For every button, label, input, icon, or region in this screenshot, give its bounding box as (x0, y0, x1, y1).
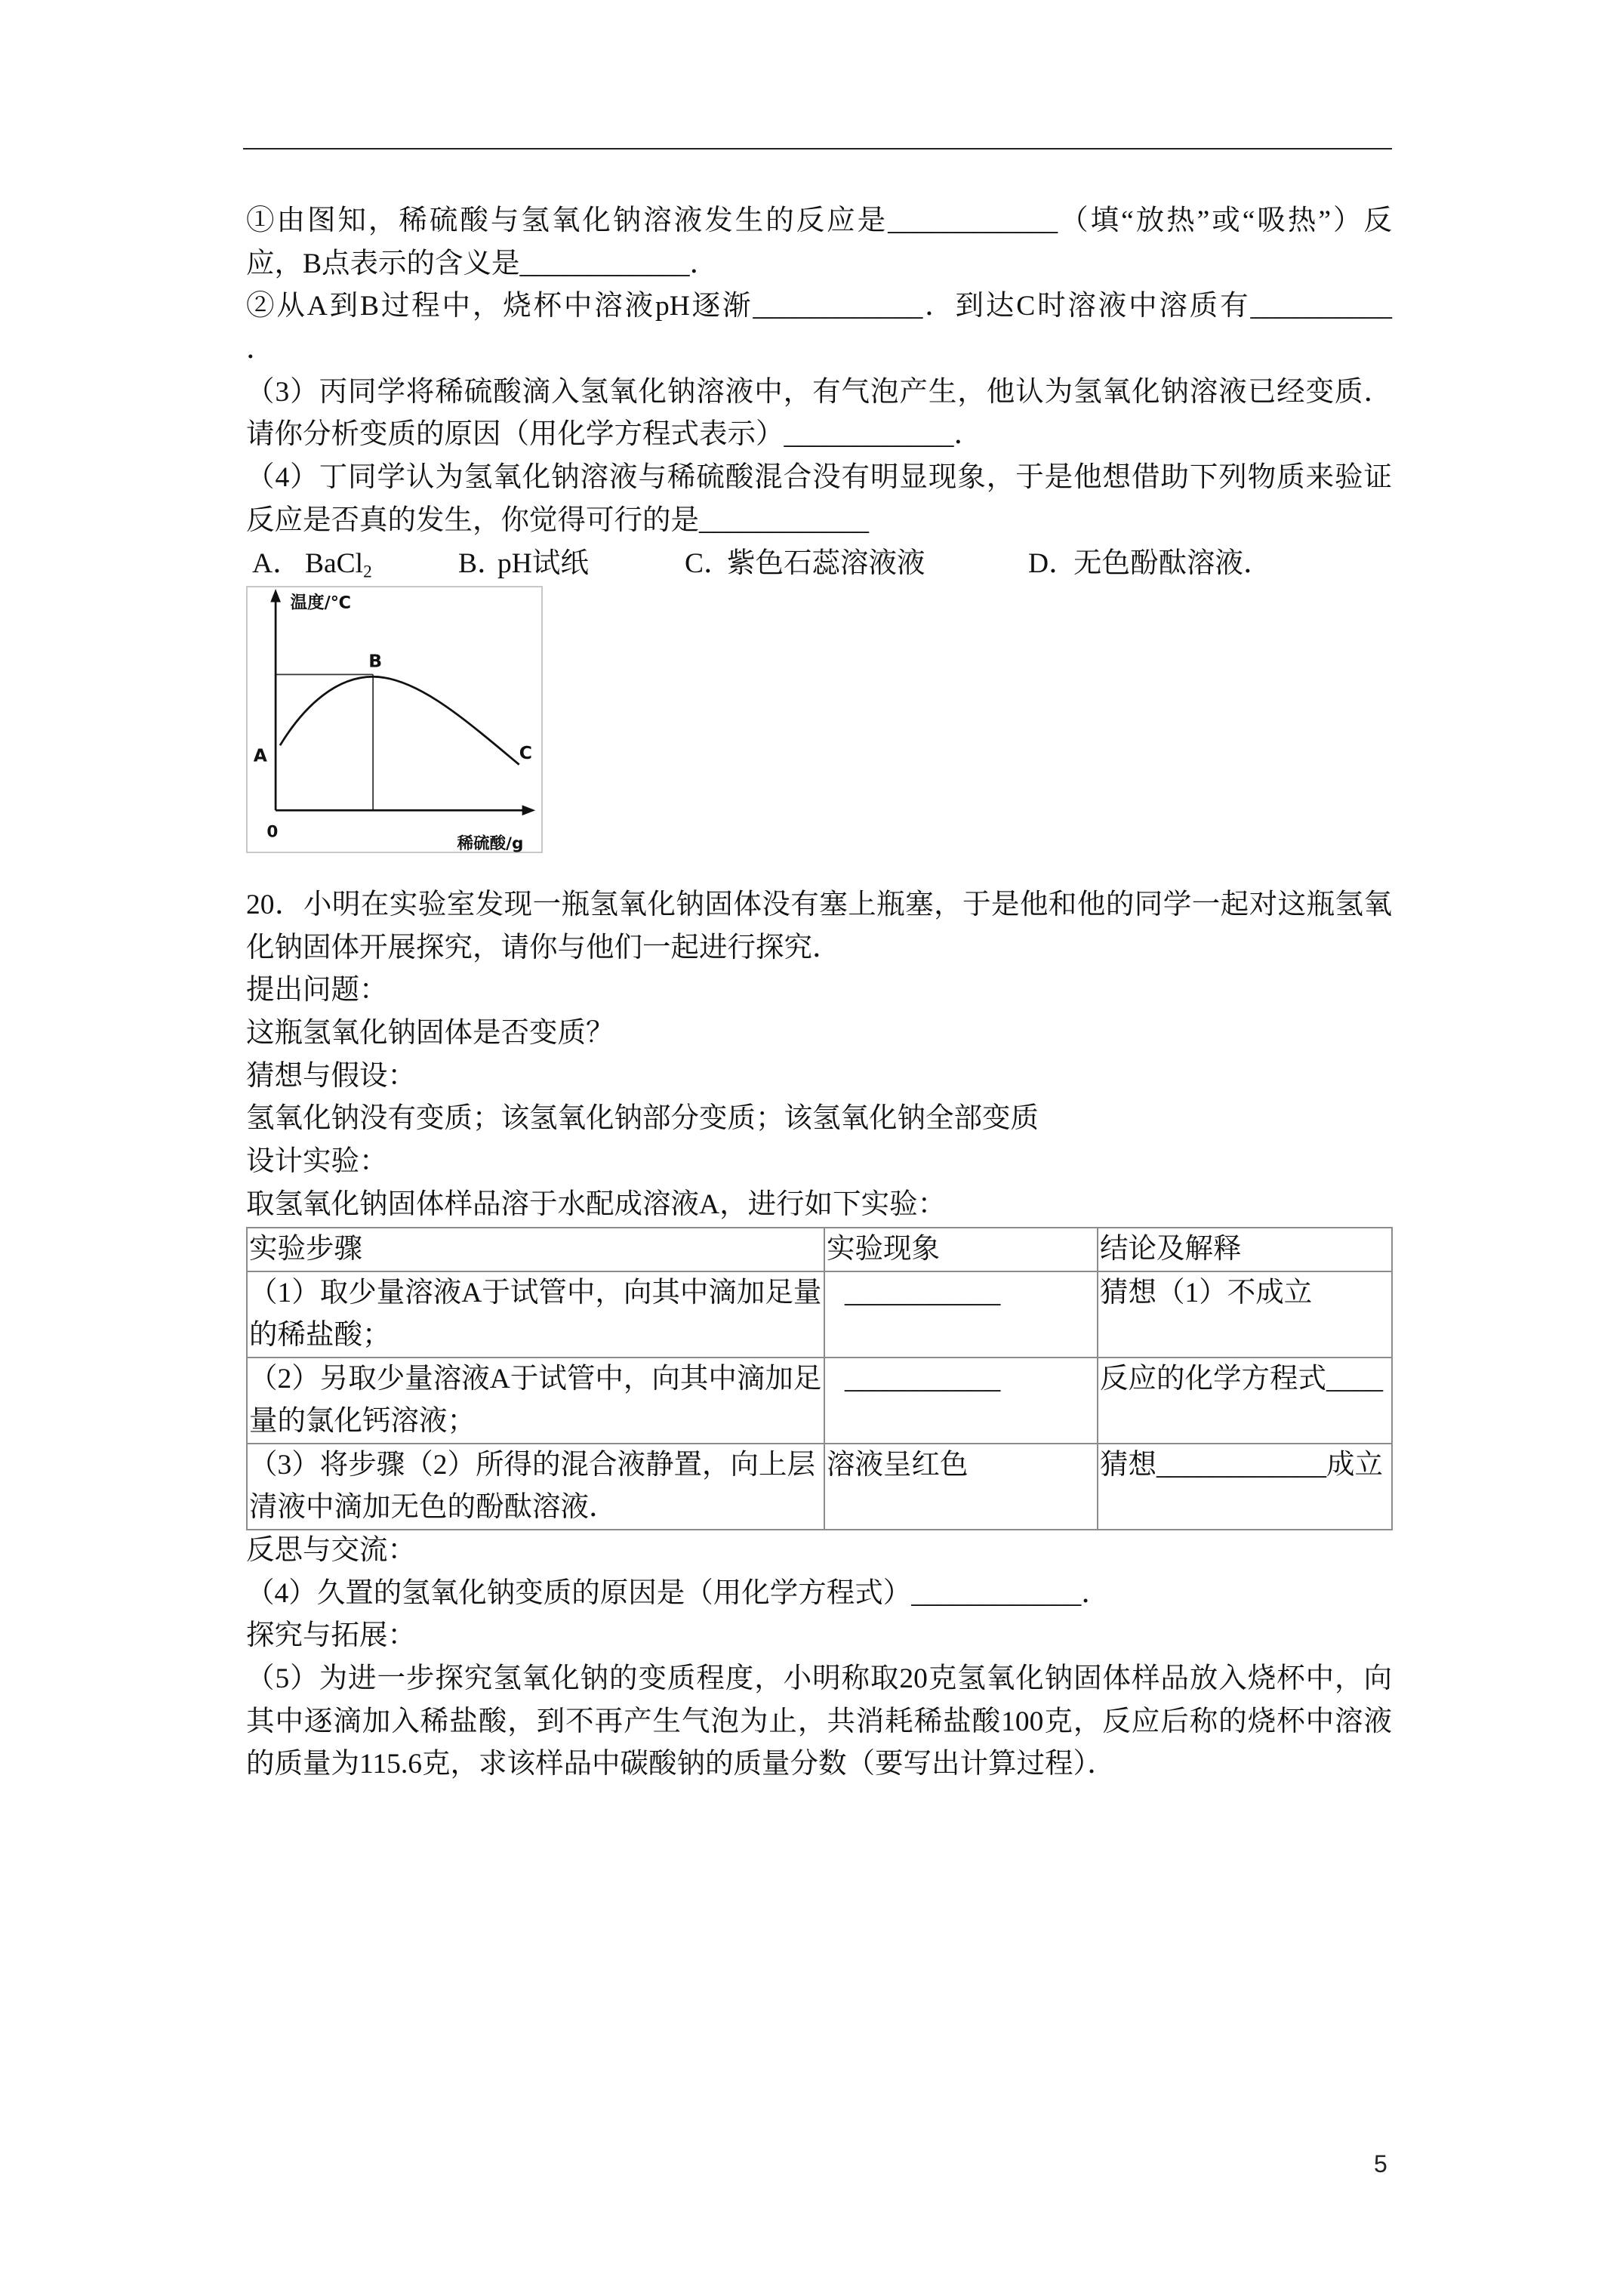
option-letter: B． (458, 547, 506, 579)
option-d (1028, 543, 1272, 586)
question-line: （4）久置的氢氧化钠变质的原因是（用化学方程式）____________． (246, 1577, 1110, 1609)
y-axis-label: 温度/℃ (290, 593, 352, 613)
section-heading: 提出问题： (246, 975, 388, 1006)
step-line: （3）将步骤（2）所得的混合液静置，向上层 (249, 1450, 815, 1481)
step-line: 的稀盐酸； (249, 1320, 391, 1351)
table-row (247, 1358, 1392, 1444)
question-line: （4）丁同学认为氢氧化钠溶液与稀硫酸混合没有明显现象，于是他想借助下列物质来验证 (246, 462, 1392, 494)
question-line: 请你分析变质的原因（用化学方程式表示）____________． (246, 419, 982, 451)
question-line: 氢氧化钠没有变质；该氢氧化钠部分变质；该氢氧化钠全部变质 (246, 1103, 1039, 1135)
figure-svg (246, 586, 543, 853)
option-letter: D． (1028, 547, 1077, 579)
question-line: 反应是否真的发生，你觉得可行的是____________ (246, 504, 869, 536)
question-line: 应，B点表示的含义是____________． (246, 248, 719, 279)
phenomenon-cell (824, 1271, 1098, 1358)
section-heading: 设计实验： (246, 1146, 388, 1178)
point-a-label: A (253, 744, 267, 766)
question-line: 20．小明在实验室发现一瓶氢氧化钠固体没有塞上瓶塞，于是他和他的同学一起对这瓶氢氧 (246, 889, 1392, 920)
formula-subscript: 2 (363, 562, 372, 581)
conclusion-cell: 反应的化学方程式____ (1098, 1358, 1392, 1444)
conclusion-cell: 猜想____________成立 (1098, 1444, 1392, 1530)
question-line: （5）为进一步探究氢氧化钠的变质程度，小明称取20克氢氧化钠固体样品放入烧杯中，向 (246, 1663, 1392, 1695)
question-line: 化钠固体开展探究，请你与他们一起进行探究． (246, 932, 841, 963)
step-line: 量的氯化钙溶液； (249, 1406, 476, 1437)
header-rule (243, 148, 1392, 149)
question-20 (246, 884, 1392, 1227)
question-line: 这瓶氢氧化钠固体是否变质？ (246, 1018, 614, 1049)
section-heading: 猜想与假设： (246, 1060, 416, 1092)
option-text: pH试纸 (497, 547, 589, 579)
temperature-figure (246, 586, 543, 853)
answer-blank: ___________ (845, 1277, 1001, 1308)
point-c-label: C (519, 741, 532, 763)
table-row (247, 1271, 1392, 1358)
conclusion-cell: 猜想（1）不成立 (1098, 1271, 1392, 1358)
section-heading: 探究与拓展： (246, 1620, 416, 1652)
question-line: 的质量为115.6克，求该样品中碳酸钠的质量分数（要写出计算过程）． (246, 1749, 1116, 1780)
question-line: ①由图知，稀硫酸与氢氧化钠溶液发生的反应是____________（填“放热”或“吸热”）反 (246, 205, 1392, 236)
phenomenon-cell: 溶液呈红色 (824, 1444, 1098, 1530)
option-text: BaCl (305, 547, 364, 579)
question-line: ②从A到B过程中，烧杯中溶液pH逐渐____________．到达C时溶液中溶质有__________ (246, 291, 1392, 322)
question-line: 其中逐滴加入稀盐酸，到不再产生气泡为止，共消耗稀盐酸100克，反应后称的烧杯中溶液 (246, 1706, 1392, 1737)
option-a (252, 543, 372, 586)
section-heading: 反思与交流： (246, 1535, 416, 1566)
option-c (685, 543, 925, 586)
answer-options (246, 543, 1392, 586)
table-header-row (247, 1228, 1392, 1271)
x-axis-label: 稀硫酸/g (457, 834, 524, 853)
option-text: 紫色石蕊溶液液 (727, 547, 925, 579)
phenomenon-cell (824, 1358, 1098, 1444)
origin-label: 0 (266, 822, 279, 842)
experiment-table (246, 1227, 1393, 1530)
option-letter: A． (252, 547, 301, 579)
step-cell (247, 1358, 824, 1444)
question-20-continued (246, 1530, 1392, 1786)
table-row (247, 1444, 1392, 1530)
option-letter: C． (685, 547, 732, 579)
question-line: （3）丙同学将稀硫酸滴入氢氧化钠溶液中，有气泡产生，他认为氢氧化钠溶液已经变质． (246, 376, 1392, 408)
step-cell (247, 1444, 824, 1530)
point-b-label: B (368, 650, 383, 672)
question-line: ． (246, 334, 275, 365)
step-cell (247, 1271, 824, 1358)
question-line: 取氢氧化钠固体样品溶于水配成溶液A，进行如下实验： (246, 1188, 947, 1220)
step-line: （2）另取少量溶液A于试管中，向其中滴加足 (249, 1364, 822, 1395)
table-header-cell: 实验步骤 (247, 1228, 824, 1271)
page-number: 5 (1374, 2150, 1387, 2177)
option-b (458, 543, 589, 586)
step-line: 清液中滴加无色的酚酞溶液． (249, 1492, 617, 1523)
step-line: （1）取少量溶液A于试管中，向其中滴加足量 (249, 1277, 822, 1308)
figure-frame (247, 587, 542, 852)
answer-blank: ___________ (845, 1364, 1001, 1395)
table-header-cell: 实验现象 (824, 1228, 1098, 1271)
question-19-continued (246, 200, 1392, 585)
table-header-cell: 结论及解释 (1098, 1228, 1392, 1271)
option-text: 无色酚酞溶液． (1073, 547, 1272, 579)
